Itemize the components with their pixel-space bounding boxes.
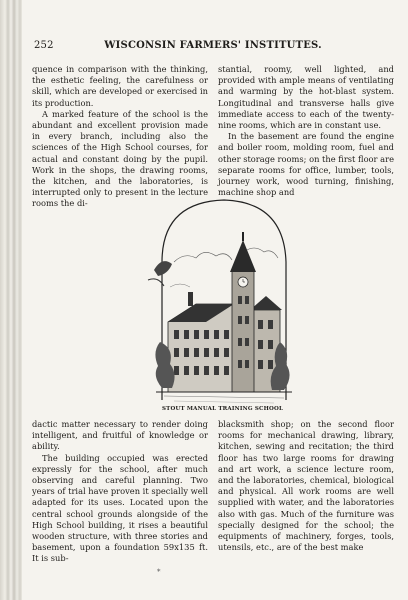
book-binding <box>0 0 22 600</box>
page-number: 252 <box>34 40 54 51</box>
paragraph: blacksmith shop; on the second floor rooms for mechanical drawing, library, kitchen, sewing and recitation; the third floor has two large rooms for drawing and art work, a science lecture room, and the laboratories, chemical, biological and physical. All work rooms are well supplied with water, and the laboratories also with gas. Much of the furniture was specially designed for the school; the equipments of machinery, forges, tools, utensils, etc., are of the best make <box>218 419 394 553</box>
column-bottom-left <box>32 419 208 565</box>
paragraph: stantial, roomy, well lighted, and provided with ample means of ventilating and warming by the hot-blast system. Longitudinal and transverse halls give immediate access to each of the twenty-nine rooms, which are in constant use. <box>218 64 394 131</box>
running-title: WISCONSIN FARMERS' INSTITUTES. <box>104 40 322 51</box>
paragraph: quence in comparison with the thinking, the esthetic feeling, the carefulness or skill, which are developed or exercised in its production. <box>32 64 208 108</box>
column-top-left <box>32 64 208 210</box>
footer-mark: * <box>157 568 161 576</box>
column-bottom-right <box>218 419 394 553</box>
paragraph: The building occupied was erected expressly for the school, after much observing and careful planning. Two years of trial have proven it specially well adapted for its uses. Located upon the central school grounds alongside of the High School building, it rises a beautiful wooden structure, with three stories and basement, upon a foundation 59x135 ft. It is sub- <box>32 452 208 564</box>
paragraph: dactic matter necessary to render doing intelligent, and fruitful of knowledge or ability. <box>32 419 208 452</box>
paragraph: In the basement are found the engine and boiler room, molding room, fuel and other storage rooms; on the first floor are separate rooms for office, lumber, tools, journey work, wood turning, finishing, machine shop and <box>218 131 394 198</box>
book-page <box>22 0 408 600</box>
paragraph: A marked feature of the school is the abundant and excellent provision made in every branch, including also the sciences of the High School courses, for actual and constant doing by the pupil. Work in the shops, the drawing rooms, the kitchen, and the laboratories, is interrupted only to present in the lecture rooms the di- <box>32 108 208 209</box>
column-top-right <box>218 64 394 198</box>
school-building-illustration <box>134 192 302 418</box>
illustration-caption: STOUT MANUAL TRAINING SCHOOL <box>162 406 284 412</box>
